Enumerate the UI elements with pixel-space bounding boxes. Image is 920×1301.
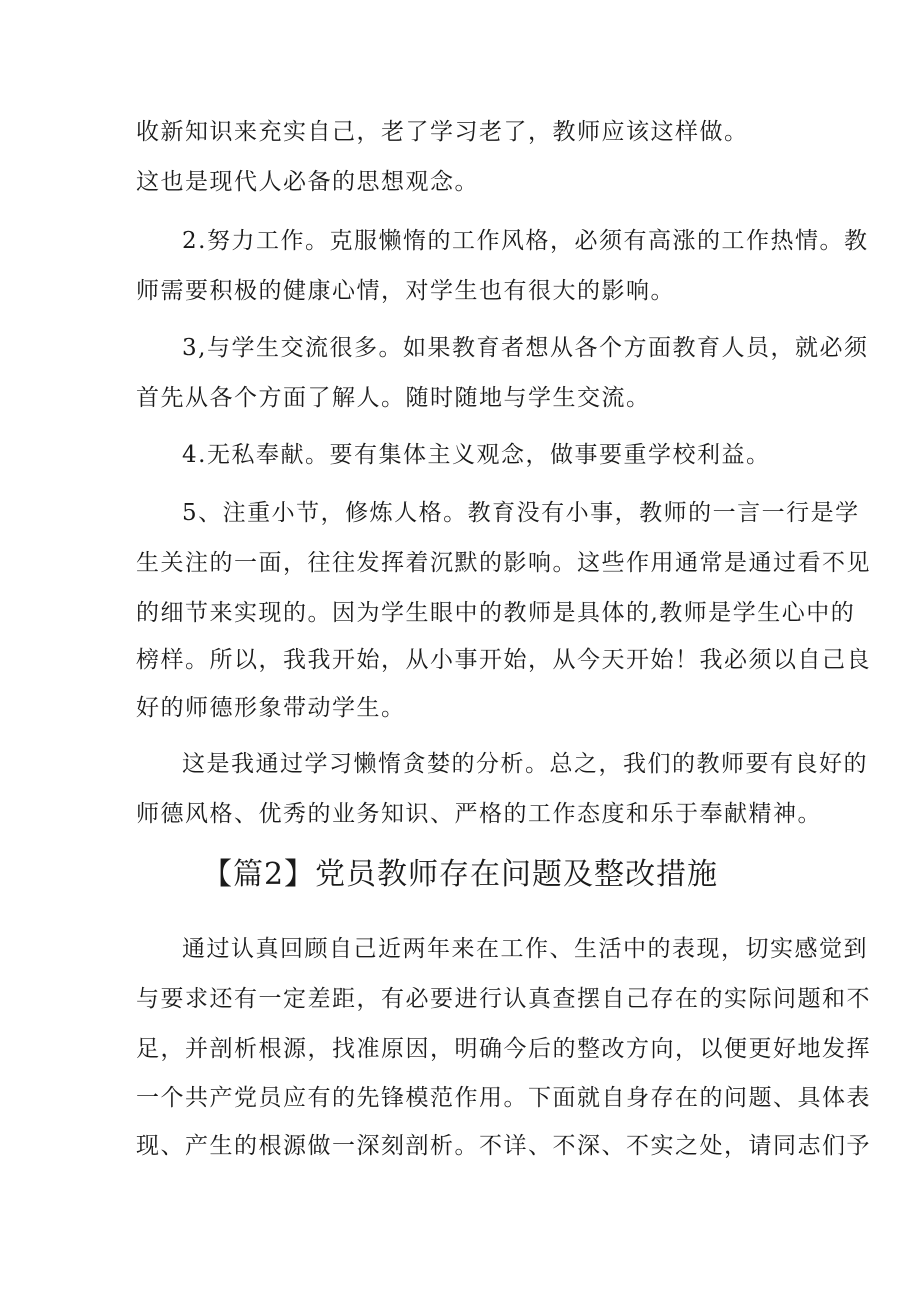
paragraph-line: 好的师德形象带动学生。 (136, 695, 406, 721)
paragraph-line: 榜样。所以，我我开始，从小事开始，从今天开始！我必须以自己良 (136, 647, 871, 673)
paragraph-line: 师德风格、优秀的业务知识、严格的工作态度和乐于奉献精神。 (136, 801, 822, 827)
paragraph-line: 这是我通过学习懒惰贪婪的分析。总之，我们的教师要有良好的 (182, 751, 868, 777)
paragraph-line: 师需要积极的健康心情，对学生也有很大的影响。 (136, 278, 675, 304)
paragraph-line: 足，并剖析根源，找准原因，明确今后的整改方向，以便更好地发挥 (136, 1036, 871, 1062)
paragraph-line: 现、产生的根源做一深刻剖析。不详、不深、不实之处，请同志们予 (136, 1133, 871, 1159)
paragraph-line: 通过认真回顾自己近两年来在工作、生活中的表现，切实感觉到 (182, 936, 868, 962)
paragraph-line: 与要求还有一定差距，有必要进行认真查摆自己存在的实际问题和不 (136, 986, 871, 1012)
paragraph-line: 5、注重小节，修炼人格。教育没有小事，教师的一言一行是学 (182, 500, 860, 526)
paragraph-line: 首先从各个方面了解人。随时随地与学生交流。 (136, 385, 651, 411)
paragraph-line: 的细节来实现的。因为学生眼中的教师是具体的,教师是学生心中的 (136, 600, 856, 626)
paragraph-line: 收新知识来充实自己，老了学习老了，教师应该这样做。 (136, 119, 749, 145)
section-heading: 【篇2】党员教师存在问题及整改措施 (201, 857, 719, 892)
paragraph-line: 4.无私奉献。要有集体主义观念，做事要重学校利益。 (182, 442, 771, 468)
paragraph-line: 一个共产党员应有的先锋模范作用。下面就自身存在的问题、具体表 (136, 1085, 871, 1111)
paragraph-line: 这也是现代人必备的思想观念。 (136, 169, 479, 195)
paragraph-line: 2.努力工作。克服懒惰的工作风格，必须有高涨的工作热情。教 (182, 228, 869, 254)
paragraph-line: 3,与学生交流很多。如果教育者想从各个方面教育人员，就必须 (182, 335, 869, 361)
paragraph-line: 生关注的一面，往往发挥着沉默的影响。这些作用通常是通过看不见 (136, 550, 871, 576)
